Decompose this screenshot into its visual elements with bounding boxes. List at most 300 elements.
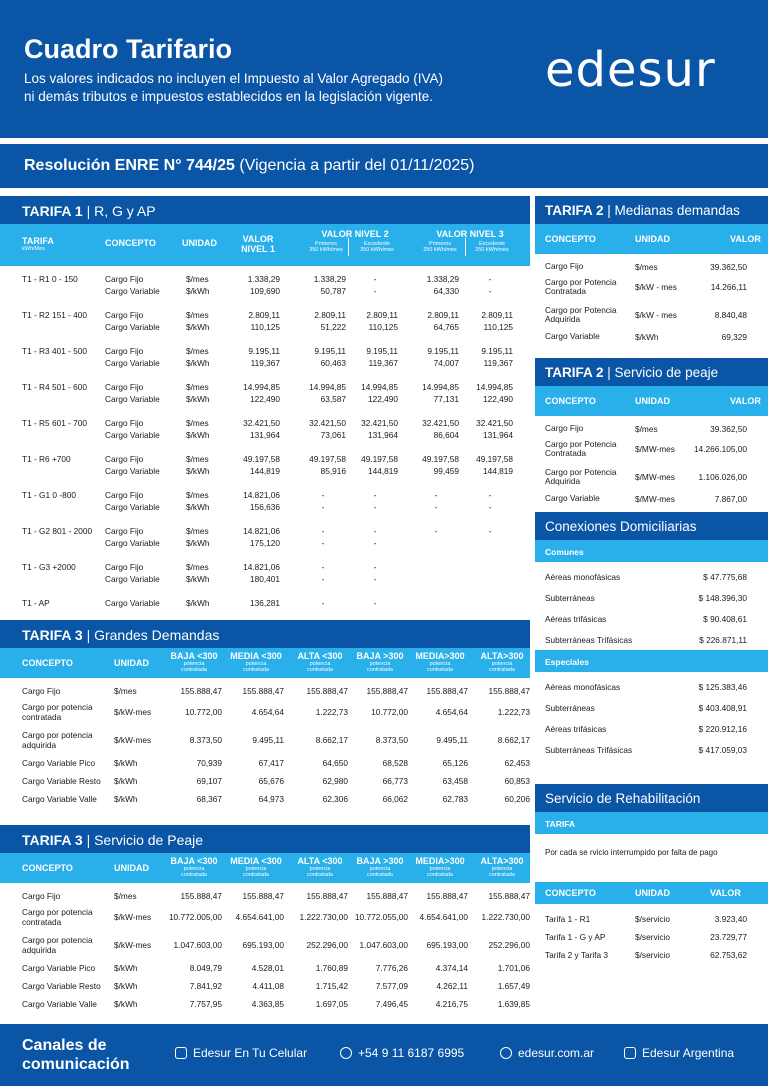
value-cell: $ 47.775,68: [703, 572, 747, 582]
value-cell: 136,281: [250, 598, 280, 608]
concepto-cell: Cargo Variable: [105, 286, 160, 296]
concepto-cell: Cargo Variable Resto: [22, 981, 101, 991]
value-cell: 60,463: [320, 358, 346, 368]
value-cell: 60,853: [504, 776, 530, 786]
unidad-cell: $/mes: [186, 562, 209, 572]
concepto-cell: Tarifa 1 - G y AP: [545, 932, 606, 942]
value-cell: 1.106.026,00: [698, 472, 747, 482]
unidad-cell: $/kWh: [186, 286, 210, 296]
value-cell: 62,783: [442, 794, 468, 804]
col-n3-primeros: Primeros 250 kWh/mes: [423, 241, 457, 253]
t2p-title-rest: | Servicio de peaje: [607, 365, 719, 380]
label-cell: Subterráneas: [545, 703, 595, 713]
concepto-cell: Cargo Variable: [105, 322, 160, 332]
value-cell: 144,819: [368, 466, 398, 476]
col-c4: BAJA >300 potencia contratada: [356, 856, 404, 878]
tarifa1-row: [0, 286, 530, 298]
footer-app-link[interactable]: Edesur En Tu Celular: [175, 1046, 307, 1060]
label-cell: Subterráneas Trifásicas: [545, 745, 633, 755]
unidad-cell: $/kWh: [186, 538, 210, 548]
value-cell: 695.193,00: [242, 940, 284, 950]
value-cell: 155.888,47: [180, 891, 222, 901]
concepto-cell: Cargo Fijo: [105, 526, 144, 536]
rehabilitacion-section: [535, 784, 768, 970]
label-cell: Aéreas monofásicas: [545, 682, 621, 692]
col-valor-nivel-3: VALOR NIVEL 3: [436, 229, 504, 239]
tarifa1-section: [0, 196, 530, 646]
col-c1: BAJA <300 potencia contratada: [170, 856, 218, 878]
concepto-cell: Cargo Fijo: [105, 562, 144, 572]
value-cell: 1.657,49: [497, 981, 530, 991]
value-cell: $ 148.396,30: [698, 593, 747, 603]
value-cell: 4.363,85: [251, 999, 284, 1009]
value-cell: 4.528,01: [251, 963, 284, 973]
tarifa3-peaje-header: [0, 853, 530, 883]
phone-icon: [175, 1047, 187, 1059]
tarifa1-row: [0, 322, 530, 334]
unidad-cell: $/kWh: [186, 574, 210, 584]
concepto-cell: Cargo Variable: [105, 358, 160, 368]
col-c6: ALTA>300 potencia contratada: [480, 651, 524, 673]
value-cell: 7.841,92: [189, 981, 222, 991]
unidad-cell: $/mes: [186, 454, 209, 464]
value-cell: -: [373, 502, 377, 512]
value-cell: -: [373, 490, 377, 500]
value-cell: 156,636: [250, 502, 280, 512]
value-cell: 77,131: [433, 394, 459, 404]
label-cell: Aéreas trifásicas: [545, 724, 607, 734]
value-cell: 65,676: [258, 776, 284, 786]
t2m-header: [535, 224, 768, 254]
value-cell: 73,061: [320, 430, 346, 440]
value-cell: 119,367: [250, 358, 280, 368]
footer-whatsapp-link[interactable]: +54 9 11 6187 6995: [340, 1046, 464, 1060]
label-cell: Subterráneas Trifásicas: [545, 635, 633, 645]
value-cell: 4.654.641,00: [419, 912, 468, 922]
value-cell: 155.888,47: [306, 686, 348, 696]
value-cell: -: [488, 526, 492, 536]
value-cell: 14.994,85: [422, 382, 459, 392]
tarifa1-row: [0, 418, 530, 430]
value-cell: 64,973: [258, 794, 284, 804]
unidad-cell: $/MW-mes: [635, 472, 675, 482]
value-cell: 155.888,47: [306, 891, 348, 901]
concepto-cell: Cargo Variable: [545, 331, 600, 341]
col-tarifa: TARIFA kWh/Mes: [22, 236, 54, 252]
concepto-cell: Cargo Variable Pico: [22, 758, 96, 768]
value-cell: $ 90.408,61: [703, 614, 747, 624]
globe-icon: [500, 1047, 512, 1059]
value-cell: -: [321, 598, 325, 608]
unidad-cell: $/mes: [186, 274, 209, 284]
value-cell: 65,126: [442, 758, 468, 768]
col-concepto: CONCEPTO: [105, 238, 156, 248]
unidad-cell: $/kW - mes: [635, 310, 677, 320]
rehab-note: Por cada se rvicio interrumpido por falta de pago: [545, 848, 718, 857]
t2m-col-concepto: CONCEPTO: [545, 234, 596, 244]
value-cell: 8.662,17: [497, 735, 530, 745]
value-cell: 1.222.730,00: [299, 912, 348, 922]
value-cell: 67,417: [258, 758, 284, 768]
concepto-cell: Cargo Variable: [105, 598, 160, 608]
label-cell: Subterráneas: [545, 593, 595, 603]
unidad-cell: $/kWh: [186, 394, 210, 404]
tarifa1-row: [0, 382, 530, 394]
concepto-cell: Cargo Variable: [105, 466, 160, 476]
tarifa-cell: T1 - G1 0 -800: [22, 490, 76, 500]
t3p-title-bold: TARIFA 3: [22, 832, 83, 848]
value-cell: 155.888,47: [242, 891, 284, 901]
unidad-cell: $/mes: [114, 686, 137, 696]
value-cell: 2.809,11: [427, 310, 459, 320]
concepto-cell: Cargo Variable Resto: [22, 776, 101, 786]
concepto-cell: Cargo Fijo: [105, 346, 144, 356]
unidad-cell: $/MW-mes: [635, 444, 675, 454]
tarifa-cell: T1 - R4 501 - 600: [22, 382, 88, 392]
value-cell: -: [373, 274, 377, 284]
unidad-cell: $/kW-mes: [114, 940, 152, 950]
value-cell: 49.197,58: [361, 454, 398, 464]
conexiones-section: [535, 512, 768, 760]
value-cell: 4.216,75: [435, 999, 468, 1009]
col-unidad: UNIDAD: [182, 238, 217, 248]
value-cell: 63,458: [442, 776, 468, 786]
value-cell: 1.047.603,00: [359, 940, 408, 950]
value-cell: -: [373, 286, 377, 296]
label-cell: Aéreas trifásicas: [545, 614, 607, 624]
value-cell: 1.697,05: [315, 999, 348, 1009]
value-cell: 39.362,50: [710, 424, 747, 434]
tarifa1-row: [0, 466, 530, 478]
value-cell: 131,964: [483, 430, 513, 440]
concepto-cell: Cargo Fijo: [545, 261, 584, 271]
col-concepto: CONCEPTO: [22, 658, 73, 668]
value-cell: -: [321, 538, 325, 548]
col-n3-excedente: Excedente 250 kWh/mes: [475, 241, 509, 253]
col-c1: BAJA <300 potencia contratada: [170, 651, 218, 673]
unidad-cell: $/kWh: [186, 358, 210, 368]
unidad-cell: $/kW - mes: [635, 282, 677, 292]
col-n2-excedente: Excedente 350 kWh/mes: [360, 241, 394, 253]
concepto-cell: Cargo Fijo: [105, 310, 144, 320]
value-cell: 64,330: [433, 286, 459, 296]
tarifa2-peaje-title: [535, 358, 768, 386]
value-cell: 7.867,00: [714, 494, 747, 504]
resolution-number: Resolución ENRE N° 744/25: [24, 157, 235, 174]
value-cell: 4.654,64: [435, 707, 468, 717]
resolution-bar: [0, 144, 768, 188]
value-cell: -: [373, 574, 377, 584]
value-cell: 1.338,29: [313, 274, 346, 284]
value-cell: 3.923,40: [714, 914, 747, 924]
unidad-cell: $/kWh: [114, 999, 138, 1009]
value-cell: 2.809,11: [314, 310, 346, 320]
value-cell: -: [321, 490, 325, 500]
value-cell: 252.296,00: [488, 940, 530, 950]
unidad-cell: $/mes: [186, 418, 209, 428]
value-cell: 62,980: [322, 776, 348, 786]
col-c6: ALTA>300 potencia contratada: [480, 856, 524, 878]
concepto-cell: Cargo Variable: [545, 493, 600, 503]
value-cell: 50,787: [320, 286, 346, 296]
unidad-cell: $/kWh: [114, 963, 138, 973]
value-cell: 180,401: [250, 574, 280, 584]
unidad-cell: $/kWh: [114, 794, 138, 804]
value-cell: 122,490: [483, 394, 513, 404]
value-cell: 4.374,14: [435, 963, 468, 973]
value-cell: -: [434, 490, 438, 500]
subtitle-line-1: Los valores indicados no incluyen el Impuesto al Valor Agregado (IVA): [24, 71, 443, 86]
value-cell: 9.195,11: [248, 346, 280, 356]
t3p-title-rest: | Servicio de Peaje: [86, 832, 204, 848]
footer-facebook-link[interactable]: Edesur Argentina: [624, 1046, 734, 1060]
value-cell: 109,690: [250, 286, 280, 296]
unidad-cell: $/kWh: [186, 430, 210, 440]
unidad-cell: $/mes: [186, 310, 209, 320]
t2p-col-valor: VALOR: [730, 396, 761, 406]
value-cell: 9.195,11: [427, 346, 459, 356]
value-cell: 74,007: [433, 358, 459, 368]
value-cell: 10.772.005,00: [168, 912, 222, 922]
label-cell: Aéreas monofásicas: [545, 572, 621, 582]
unidad-cell: $/kWh: [114, 981, 138, 991]
unidad-cell: $/kWh: [186, 322, 210, 332]
unidad-cell: $/mes: [186, 490, 209, 500]
rehab-header: [535, 882, 768, 904]
tarifa1-title-rest: | R, G y AP: [86, 203, 156, 219]
tarifa3-grandes-section: [0, 620, 530, 812]
value-cell: 155.888,47: [242, 686, 284, 696]
t2m-table-body: [535, 254, 768, 350]
value-cell: 68,528: [382, 758, 408, 768]
tarifa1-title-bold: TARIFA 1: [22, 203, 83, 219]
value-cell: 131,964: [250, 430, 280, 440]
facebook-icon: [624, 1047, 636, 1059]
rehab-col-valor: VALOR: [710, 888, 741, 898]
tarifa3-grandes-table-body: [0, 678, 530, 812]
col-c2: MEDIA <300 potencia contratada: [230, 651, 282, 673]
especiales-header: Especiales: [535, 650, 768, 672]
value-cell: 49.197,58: [243, 454, 280, 464]
value-cell: 1.338,29: [247, 274, 280, 284]
concepto-cell: Cargo Variable: [105, 574, 160, 584]
tarifa1-header: [0, 224, 530, 266]
value-cell: 695.193,00: [426, 940, 468, 950]
concepto-cell: Cargo Fijo: [105, 490, 144, 500]
value-cell: 7.757,95: [189, 999, 222, 1009]
value-cell: 49.197,58: [309, 454, 346, 464]
value-cell: 9.195,11: [366, 346, 398, 356]
unidad-cell: $/kW-mes: [114, 912, 152, 922]
col-n2-primeros: Primeros 350 kWh/mes: [309, 241, 343, 253]
value-cell: 155.888,47: [366, 686, 408, 696]
tarifa2-medianas-title: [535, 196, 768, 224]
value-cell: 64,765: [433, 322, 459, 332]
unidad-cell: $/mes: [114, 891, 137, 901]
concepto-cell: Cargo Variable Valle: [22, 999, 97, 1009]
t2m-col-unidad: UNIDAD: [635, 234, 670, 244]
value-cell: -: [434, 502, 438, 512]
comunes-header: Comunes: [535, 540, 768, 562]
value-cell: 155.888,47: [426, 686, 468, 696]
value-cell: 9.495,11: [436, 735, 468, 745]
value-cell: 155.888,47: [488, 891, 530, 901]
concepto-cell: Cargo por Potencia Adquirida: [545, 305, 617, 324]
col-c5: MEDIA>300 potencia contratada: [415, 651, 465, 673]
value-cell: 14.994,85: [361, 382, 398, 392]
footer-title: Canales de comunicación: [22, 1037, 130, 1073]
header-subtitle: [24, 70, 494, 106]
concepto-cell: Cargo Fijo: [105, 382, 144, 392]
concepto-cell: Cargo Variable Valle: [22, 794, 97, 804]
value-cell: -: [321, 526, 325, 536]
t2p-table-body: [535, 416, 768, 512]
value-cell: -: [488, 502, 492, 512]
value-cell: 110,125: [483, 322, 513, 332]
value-cell: 122,490: [368, 394, 398, 404]
value-cell: $ 220.912,16: [698, 724, 747, 734]
value-cell: 62.753,62: [710, 950, 747, 960]
value-cell: $ 403.408,91: [698, 703, 747, 713]
t2m-title-rest: | Medianas demandas: [607, 203, 740, 218]
col-c4: BAJA >300 potencia contratada: [356, 651, 404, 673]
unidad-cell: $/mes: [186, 526, 209, 536]
concepto-cell: Cargo Fijo: [105, 274, 144, 284]
concepto-cell: Cargo por Potencia Contratada: [545, 439, 617, 458]
page-title: Cuadro Tarifario: [24, 34, 233, 64]
value-cell: 10.772,00: [185, 707, 222, 717]
value-cell: 10.772.055,00: [354, 912, 408, 922]
value-cell: 32.421,50: [309, 418, 346, 428]
value-cell: $ 125.383,46: [698, 682, 747, 692]
col-c3: ALTA <300 potencia contratada: [297, 856, 343, 878]
comunes-list: [535, 562, 768, 650]
value-cell: 4.262,11: [436, 981, 468, 991]
value-cell: 9.195,11: [481, 346, 513, 356]
value-cell: 60,206: [504, 794, 530, 804]
value-cell: -: [321, 502, 325, 512]
tarifa1-row: [0, 430, 530, 442]
concepto-cell: Cargo por potencia adquirida: [22, 935, 93, 955]
value-cell: 8.049,79: [189, 963, 222, 973]
tarifa3-peaje-section: [0, 825, 530, 1017]
unidad-cell: $/mes: [186, 382, 209, 392]
concepto-cell: Cargo Variable: [105, 430, 160, 440]
value-cell: 14.266,11: [710, 282, 747, 292]
tarifa3-grandes-title: [0, 620, 530, 648]
rehab-tarifa-header: TARIFA: [535, 812, 768, 834]
especiales-list: [535, 672, 768, 760]
value-cell: 110,125: [250, 322, 280, 332]
value-cell: -: [373, 538, 377, 548]
unidad-cell: $/kW-mes: [114, 735, 152, 745]
value-cell: 155.888,47: [488, 686, 530, 696]
tarifa1-title: [0, 196, 530, 224]
conexiones-title: Conexiones Domiciliarias: [535, 512, 768, 540]
value-cell: 85,916: [320, 466, 346, 476]
unidad-cell: $/servicio: [635, 914, 671, 924]
tarifa2-medianas-section: [535, 196, 768, 350]
t2p-title-bold: TARIFA 2: [545, 365, 604, 380]
value-cell: -: [321, 574, 325, 584]
t2m-col-valor: VALOR: [730, 234, 761, 244]
value-cell: 155.888,47: [180, 686, 222, 696]
value-cell: 1.338,29: [426, 274, 459, 284]
value-cell: 32.421,50: [422, 418, 459, 428]
concepto-cell: Cargo Fijo: [22, 891, 61, 901]
col-c5: MEDIA>300 potencia contratada: [415, 856, 465, 878]
footer-web-link[interactable]: edesur.com.ar: [500, 1046, 594, 1060]
tarifa3-grandes-header: [0, 648, 530, 678]
value-cell: 1.760,89: [315, 963, 348, 973]
value-cell: 66,773: [382, 776, 408, 786]
tarifa-cell: T1 - R1 0 - 150: [22, 274, 78, 284]
unidad-cell: $/MW-mes: [635, 494, 675, 504]
value-cell: 144,819: [483, 466, 513, 476]
value-cell: 14.266.105,00: [693, 444, 747, 454]
t2p-col-unidad: UNIDAD: [635, 396, 670, 406]
unidad-cell: $/kWh: [635, 332, 659, 342]
value-cell: 4.654.641,00: [235, 912, 284, 922]
concepto-cell: Cargo por potencia contratada: [22, 907, 93, 927]
rehab-col-concepto: CONCEPTO: [545, 888, 596, 898]
value-cell: 32.421,50: [361, 418, 398, 428]
unidad-cell: $/mes: [635, 424, 658, 434]
concepto-cell: Cargo Fijo: [105, 454, 144, 464]
tarifa1-row: [0, 490, 530, 502]
value-cell: 4.411,08: [252, 981, 284, 991]
value-cell: $ 226.871,11: [699, 635, 747, 645]
value-cell: 62,306: [322, 794, 348, 804]
value-cell: 119,367: [483, 358, 513, 368]
value-cell: 7.776,26: [375, 963, 408, 973]
tarifa1-row: [0, 562, 530, 574]
value-cell: 1.701,06: [497, 963, 530, 973]
t2p-col-concepto: CONCEPTO: [545, 396, 596, 406]
tarifa2-peaje-section: [535, 358, 768, 512]
concepto-cell: Cargo Fijo: [105, 418, 144, 428]
value-cell: -: [488, 286, 492, 296]
value-cell: 9.495,11: [252, 735, 284, 745]
tarifa3-peaje-table-body: [0, 883, 530, 1017]
value-cell: 69,329: [721, 332, 747, 342]
value-cell: 39.362,50: [710, 262, 747, 272]
value-cell: 1.222,73: [497, 707, 530, 717]
tarifa-cell: T1 - AP: [22, 598, 50, 608]
concepto-cell: Cargo Variable: [105, 394, 160, 404]
value-cell: 119,367: [368, 358, 398, 368]
value-cell: 14.994,85: [476, 382, 513, 392]
unidad-cell: $/mes: [635, 262, 658, 272]
unidad-cell: $/kW-mes: [114, 707, 152, 717]
tarifa1-row: [0, 538, 530, 550]
value-cell: 1.222,73: [315, 707, 348, 717]
unidad-cell: $/kWh: [186, 466, 210, 476]
value-cell: 1.639,85: [497, 999, 530, 1009]
concepto-cell: Cargo por Potencia Contratada: [545, 277, 617, 296]
value-cell: -: [488, 274, 492, 284]
concepto-cell: Cargo Fijo: [22, 686, 61, 696]
concepto-cell: Tarifa 2 y Tarifa 3: [545, 950, 609, 960]
whatsapp-icon: [340, 1047, 352, 1059]
tarifa1-row: [0, 358, 530, 370]
value-cell: -: [373, 562, 377, 572]
value-cell: 131,964: [368, 430, 398, 440]
value-cell: 49.197,58: [422, 454, 459, 464]
t3-title-bold: TARIFA 3: [22, 627, 83, 643]
concepto-cell: Cargo por Potencia Adquirida: [545, 467, 617, 486]
value-cell: 99,459: [433, 466, 459, 476]
